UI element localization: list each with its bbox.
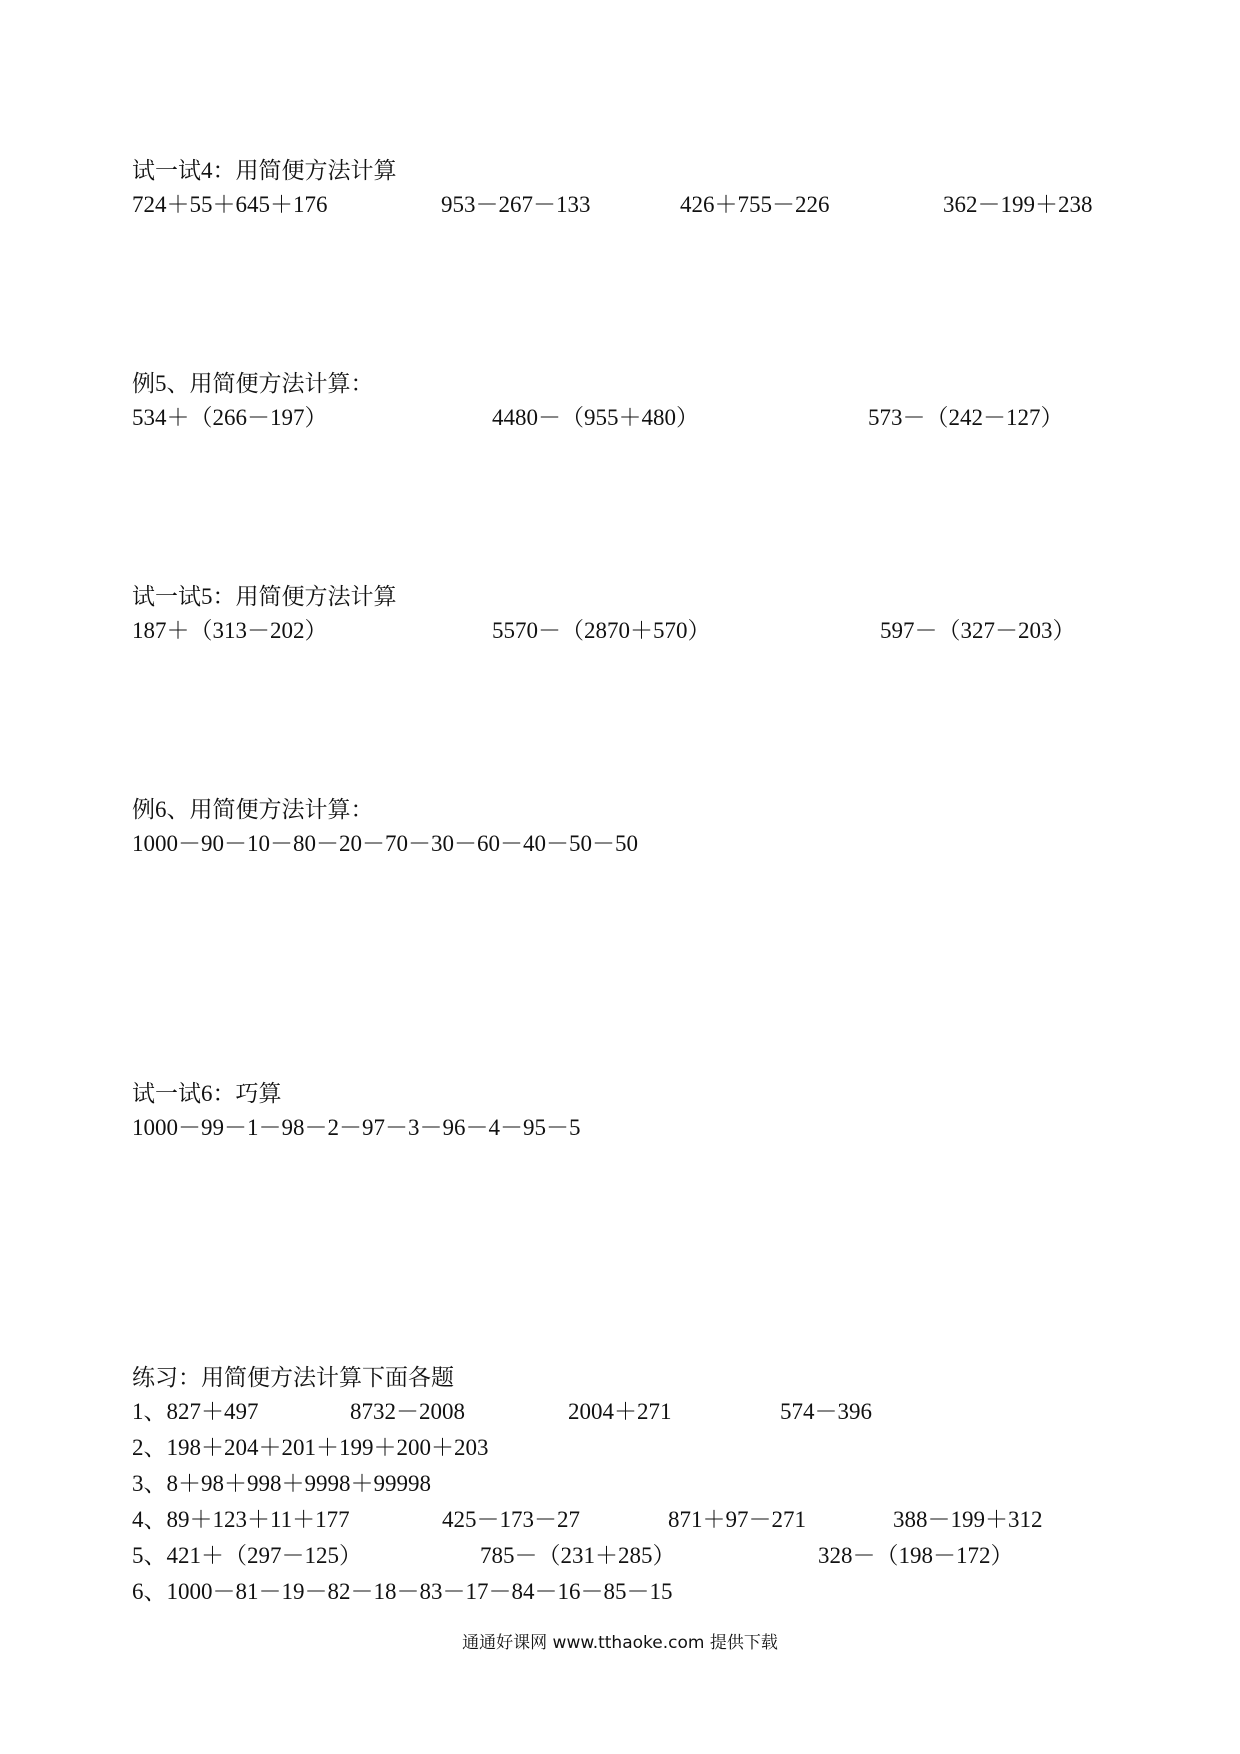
section-heading: 试一试6：巧算 bbox=[132, 1081, 282, 1106]
practice-item: 425－173－27 bbox=[442, 1507, 580, 1532]
practice-item: 785－（231＋285） bbox=[480, 1543, 676, 1568]
expression: 724＋55＋645＋176 bbox=[132, 192, 328, 217]
expression: 1000－90－10－80－20－70－30－60－40－50－50 bbox=[132, 831, 638, 856]
practice-item: 2004＋271 bbox=[568, 1399, 672, 1424]
section-heading: 试一试5：用简便方法计算 bbox=[132, 584, 397, 609]
expression: 187＋（313－202） bbox=[132, 618, 328, 643]
practice-item: 871＋97－271 bbox=[668, 1507, 806, 1532]
expression: 573－（242－127） bbox=[868, 405, 1064, 430]
practice-item: 388－199＋312 bbox=[893, 1507, 1043, 1532]
expression: 534＋（266－197） bbox=[132, 405, 328, 430]
expression: 362－199＋238 bbox=[943, 192, 1093, 217]
section-heading: 试一试4：用简便方法计算 bbox=[132, 158, 397, 183]
footer-text: 通通好课网 www.tthaoke.com 提供下载 bbox=[462, 1633, 778, 1653]
practice-item: 8732－2008 bbox=[350, 1399, 465, 1424]
practice-heading: 练习：用简便方法计算下面各题 bbox=[132, 1365, 454, 1390]
expression: 953－267－133 bbox=[441, 192, 591, 217]
expression: 5570－（2870＋570） bbox=[492, 618, 711, 643]
expression: 1000－99－1－98－2－97－3－96－4－95－5 bbox=[132, 1115, 581, 1140]
expression: 4480－（955＋480） bbox=[492, 405, 699, 430]
expression: 597－（327－203） bbox=[880, 618, 1076, 643]
practice-item: 328－（198－172） bbox=[818, 1543, 1014, 1568]
practice-item: 6、1000－81－19－82－18－83－17－84－16－85－15 bbox=[132, 1579, 673, 1604]
practice-item: 2、198＋204＋201＋199＋200＋203 bbox=[132, 1435, 489, 1460]
practice-item: 5、421＋（297－125） bbox=[132, 1543, 362, 1568]
practice-item: 574－396 bbox=[780, 1399, 872, 1424]
expression: 426＋755－226 bbox=[680, 192, 830, 217]
section-heading: 例5、用简便方法计算： bbox=[132, 371, 374, 396]
practice-item: 4、89＋123＋11＋177 bbox=[132, 1507, 350, 1532]
practice-item: 3、8＋98＋998＋9998＋99998 bbox=[132, 1471, 431, 1496]
practice-item: 1、827＋497 bbox=[132, 1399, 259, 1424]
section-heading: 例6、用简便方法计算： bbox=[132, 797, 374, 822]
